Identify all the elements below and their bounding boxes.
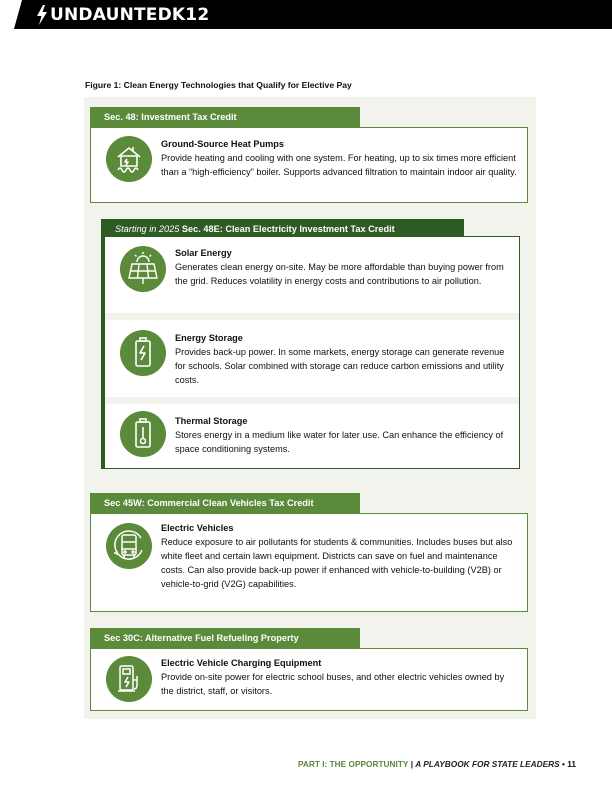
footer-part-label: PART I: THE OPPORTUNITY bbox=[297, 759, 409, 769]
section-box-sec48 bbox=[90, 127, 528, 203]
tech-item-desc: Generates clean energy on-site. May be more affordable than buying power from the grid. Reduces volatility in energy costs and contributions to air pollution. bbox=[175, 262, 504, 286]
tech-item-text bbox=[161, 656, 517, 698]
tech-item-desc: Reduce exposure to air pollutants for students & communities. Includes buses but also white fleet and certain lawn equipment. Districts can save on fuel and maintenance costs. Can also provide back-up power if enhanced with vehicle-to-building (V2B) or vehicle-to-grid (V2G) capabilities. bbox=[161, 537, 513, 589]
tech-item-text bbox=[161, 137, 517, 179]
section-tab-sec30c bbox=[90, 628, 360, 648]
header-bar bbox=[0, 0, 612, 29]
section-box-sec48e bbox=[101, 236, 520, 469]
tech-item-text bbox=[161, 521, 517, 591]
ev-charger-icon bbox=[106, 656, 152, 702]
tech-item-desc: Provide heating and cooling with one system. For heating, up to six times more efficient than a “high-efficiency” boiler. Supports advanced filtration to maintain indoor air quality. bbox=[161, 153, 517, 177]
tech-item-desc: Provides back-up power. In some markets, energy storage can generate revenue for schools. Solar combined with storage can reduce carbon emissions and utility costs. bbox=[175, 347, 505, 385]
brand-logo-text: UNDAUNTEDK12 bbox=[50, 5, 210, 25]
brand-logo bbox=[36, 5, 209, 25]
tech-item-desc: Stores energy in a medium like water for later use. Can enhance the efficiency of space conditioning systems. bbox=[175, 430, 504, 454]
section-label: Sec 45W: Commercial Clean Vehicles Tax Credit bbox=[104, 498, 314, 508]
battery-icon bbox=[120, 330, 166, 376]
page-number: 11 bbox=[567, 759, 576, 769]
item-separator bbox=[105, 313, 519, 320]
section-box-sec30c bbox=[90, 648, 528, 711]
section-label: Sec. 48E: Clean Electricity Investment Tax Credit bbox=[181, 224, 395, 234]
section-prefix: Starting in 2025 bbox=[115, 224, 180, 234]
footer-separator: | bbox=[410, 759, 413, 769]
tech-item-title: Energy Storage bbox=[175, 333, 243, 343]
tech-item-title: Ground-Source Heat Pumps bbox=[161, 139, 285, 149]
section-label: Sec. 48: Investment Tax Credit bbox=[104, 112, 237, 122]
thermal-battery-icon bbox=[120, 411, 166, 457]
tech-item-text bbox=[175, 331, 509, 387]
tech-item-title: Electric Vehicle Charging Equipment bbox=[161, 658, 322, 668]
page-footer bbox=[298, 759, 576, 769]
tech-item-text bbox=[175, 246, 509, 288]
house-heat-pump-icon bbox=[106, 136, 152, 182]
item-separator bbox=[105, 397, 519, 404]
tech-item-title: Solar Energy bbox=[175, 248, 232, 258]
electric-bus-icon bbox=[106, 523, 152, 569]
solar-panel-icon bbox=[120, 246, 166, 292]
section-tab-sec48 bbox=[90, 107, 360, 127]
footer-bullet: • bbox=[562, 759, 565, 769]
section-box-sec45w bbox=[90, 513, 528, 612]
tech-item-title: Thermal Storage bbox=[175, 416, 248, 426]
footer-playbook-title: A PLAYBOOK FOR STATE LEADERS bbox=[415, 759, 560, 769]
section-tab-sec45w bbox=[90, 493, 360, 513]
tech-item-desc: Provide on-site power for electric school buses, and other electric vehicles owned by the district, staff, or visitors. bbox=[161, 672, 505, 696]
lightning-bolt-icon bbox=[36, 5, 48, 25]
tech-item-text bbox=[175, 414, 509, 456]
figure-title: Figure 1: Clean Energy Technologies that Qualify for Elective Pay bbox=[85, 80, 352, 90]
section-label: Sec 30C: Alternative Fuel Refueling Property bbox=[104, 633, 299, 643]
tech-item-title: Electric Vehicles bbox=[161, 523, 234, 533]
